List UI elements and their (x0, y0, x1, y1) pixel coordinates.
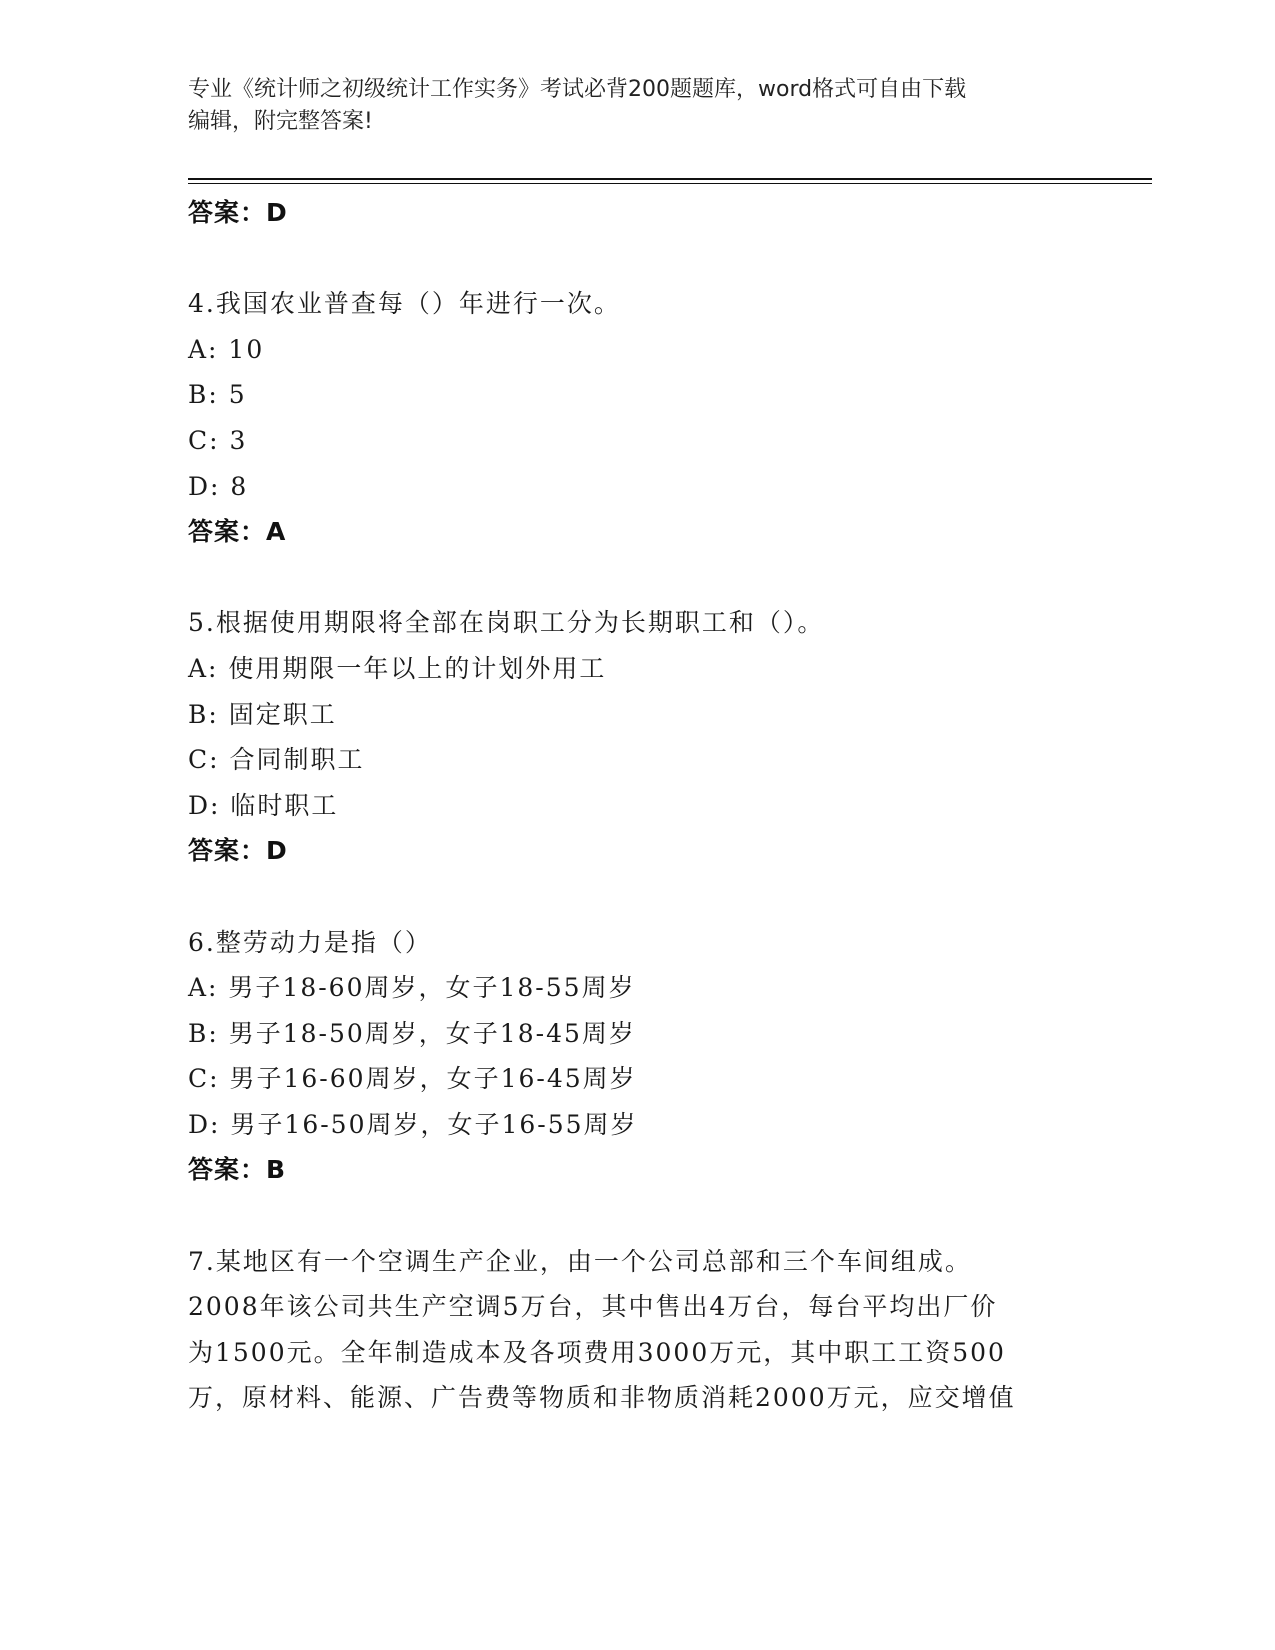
option-d: D: 临时职工 (188, 790, 339, 820)
answer-q3: 答案：D (188, 198, 288, 227)
question-block-7 (188, 1239, 1088, 1421)
header-line-1: 专业《统计师之初级统计工作实务》考试必背200题题库，word格式可自由下载 (188, 77, 967, 102)
option-c: C: 男子16-60周岁，女子16-45周岁 (188, 1064, 637, 1094)
option-b: B: 固定职工 (188, 699, 337, 729)
question-text: 4.我国农业普查每（）年进行一次。 (188, 289, 621, 319)
question-block-6 (188, 920, 1088, 1194)
answer-label: 答案：B (188, 1155, 287, 1185)
option-a: A: 男子18-60周岁，女子18-55周岁 (188, 973, 636, 1003)
option-d: D: 男子16-50周岁，女子16-55周岁 (188, 1109, 638, 1139)
spacer (188, 874, 1088, 920)
spacer (188, 555, 1088, 601)
spacer (188, 236, 1088, 282)
question-block-5 (188, 600, 1088, 874)
option-d: D: 8 (188, 471, 249, 501)
question-text: 6.整劳动力是指（） (188, 927, 432, 957)
header-divider-thick (188, 178, 1152, 180)
question-text-line-4: 万，原材料、能源、广告费等物质和非物质消耗2000万元，应交增值 (188, 1383, 1016, 1413)
option-a: A: 使用期限一年以上的计划外用工 (188, 653, 607, 683)
spacer (188, 1193, 1088, 1239)
option-a: A: 10 (188, 334, 265, 364)
answer-label: 答案：D (188, 836, 288, 866)
header-divider-thin (188, 183, 1152, 184)
page-header (188, 74, 1068, 138)
answer-label: 答案：A (188, 517, 287, 547)
option-b: B: 男子18-50周岁，女子18-45周岁 (188, 1018, 636, 1048)
option-c: C: 3 (188, 425, 248, 455)
header-line-2: 编辑，附完整答案! (188, 109, 373, 134)
option-b: B: 5 (188, 380, 247, 410)
question-text: 5.根据使用期限将全部在岗职工分为长期职工和（）。 (188, 608, 825, 638)
question-block-4 (188, 281, 1088, 555)
question-text-line-2: 2008年该公司共生产空调5万台，其中售出4万台，每台平均出厂价 (188, 1292, 998, 1322)
question-text-line-1: 7.某地区有一个空调生产企业，由一个公司总部和三个车间组成。 (188, 1246, 972, 1276)
question-text-line-3: 为1500元。全年制造成本及各项费用3000万元，其中职工工资500 (188, 1337, 1006, 1367)
question-list (188, 190, 1088, 1421)
option-c: C: 合同制职工 (188, 745, 365, 775)
